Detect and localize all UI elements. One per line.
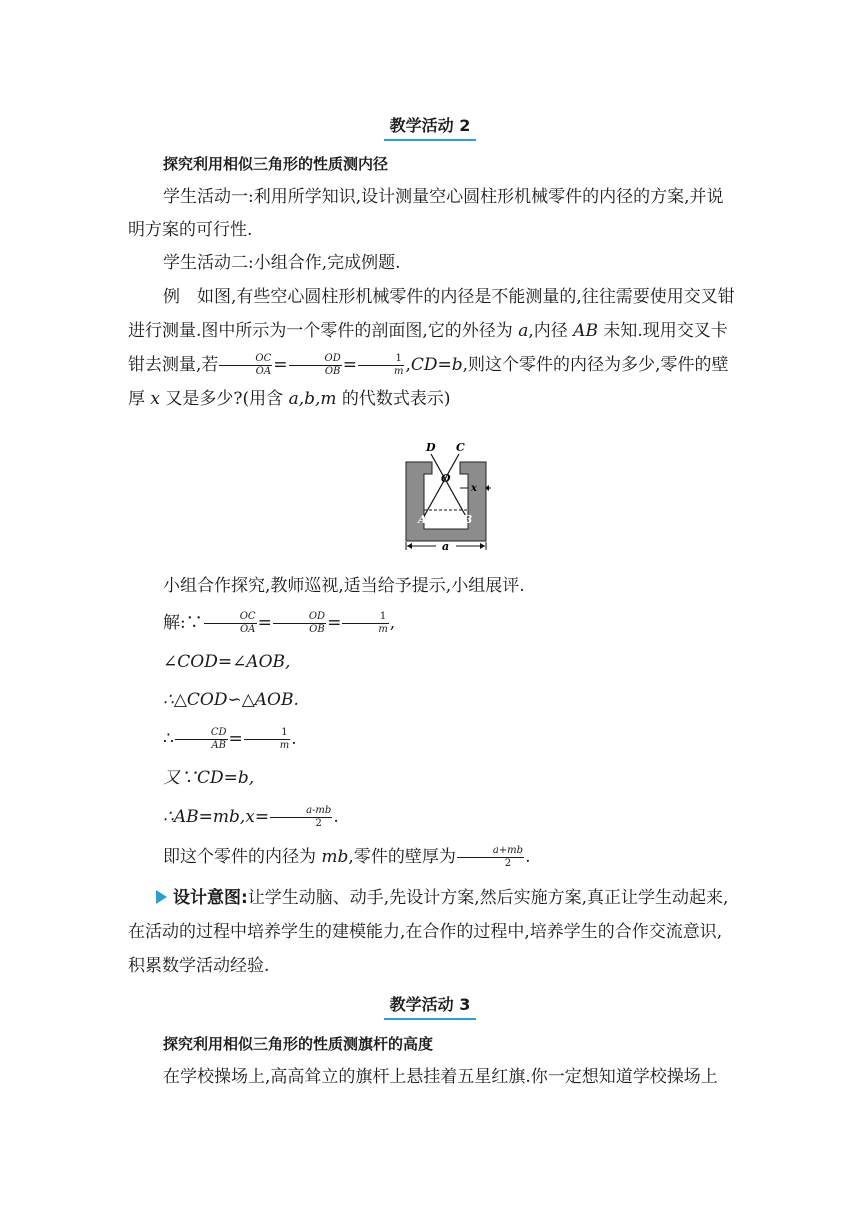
activity2-para1: 学生活动一:利用所学知识,设计测量空心圆柱形机械零件的内径的方案,并说明方案的可行性.	[128, 187, 724, 240]
design-label: 设计意图:	[173, 888, 248, 908]
example-paragraph: 例 如图,有些空心圆柱形机械零件的内径是不能测量的,往往需要使用交叉钳进行测量.图中所示为一个零件的剖面图,它的外径为 a,内径 AB 未知.现用交叉卡钳去测量,若 $\frac{OC}{OA}$ = $\frac{OD}{OB}$ = $\frac{1}{m}$ ,CD=b,则这个零件的内径为多少,零件的壁厚 x 又是多少?(用含 a,b,m 的代数式表示)	[128, 287, 735, 409]
figure-svg	[398, 437, 494, 553]
part-cross-section-figure	[398, 437, 494, 553]
fraction-1-m: $\frac{1}{m}$	[358, 353, 404, 378]
activity3-heading	[0, 992, 860, 1020]
activity2-para2: 学生活动二:小组合作,完成例题.	[163, 253, 401, 273]
activity3-title: 教学活动 3	[384, 992, 477, 1020]
label-B: B	[463, 513, 473, 526]
design-text: 让学生动脑、动手,先设计方案,然后实施方案,真正让学生动起来,在活动的过程中培养学生的建模能力,在合作的过程中,培养学生的合作交流意识,积累数学活动经验.	[128, 888, 729, 976]
activity3-subtitle: 探究利用相似三角形的性质测旗杆的高度	[163, 1035, 434, 1053]
activity2-title: 教学活动 2	[384, 113, 477, 141]
solution-line-5: 又∵CD=b,	[163, 768, 255, 788]
group-work-text: 小组合作探究,教师巡视,适当给予提示,小组展评.	[163, 576, 525, 596]
activity3-para1: 在学校操场上,高高耸立的旗杆上悬挂着五星红旗.你一定想知道学校操场上	[163, 1067, 718, 1087]
activity2-heading	[0, 113, 860, 141]
label-D: D	[426, 441, 436, 454]
solution-line-2: ∠COD=∠AOB,	[163, 652, 291, 672]
label-x: x	[471, 483, 477, 494]
label-a: a	[442, 540, 450, 553]
solution-block	[128, 570, 738, 983]
activity3-body	[128, 1028, 738, 1094]
activity2-body	[128, 148, 738, 416]
label-C: C	[456, 441, 465, 454]
design-marker-icon	[156, 890, 167, 904]
solution-line-7: 即这个零件的内径为 mb,零件的壁厚为 $\frac{a+mb}{2}$ .	[163, 845, 531, 869]
solution-line-4: ∴ $\frac{CD}{AB}$ = $\frac{1}{m}$ .	[163, 727, 297, 751]
design-intent	[128, 881, 738, 983]
label-A: A	[418, 513, 427, 526]
solution-line-3: ∴△COD∽△AOB.	[163, 690, 299, 710]
solution-line-6: ∴AB=mb,x= $\frac{a-mb}{2}$ .	[163, 805, 339, 829]
activity2-subtitle: 探究利用相似三角形的性质测内径	[163, 155, 389, 173]
solution-line-1: 解:∵ $\frac{OC}{OA}$ = $\frac{OD}{OB}$ = $\frac{1}{m}$ ,	[163, 611, 396, 635]
fraction-od-ob: $\frac{OD}{OB}$	[289, 353, 342, 378]
label-O: O	[441, 472, 451, 485]
fraction-oc-oa: $\frac{OC}{OA}$	[219, 353, 272, 378]
